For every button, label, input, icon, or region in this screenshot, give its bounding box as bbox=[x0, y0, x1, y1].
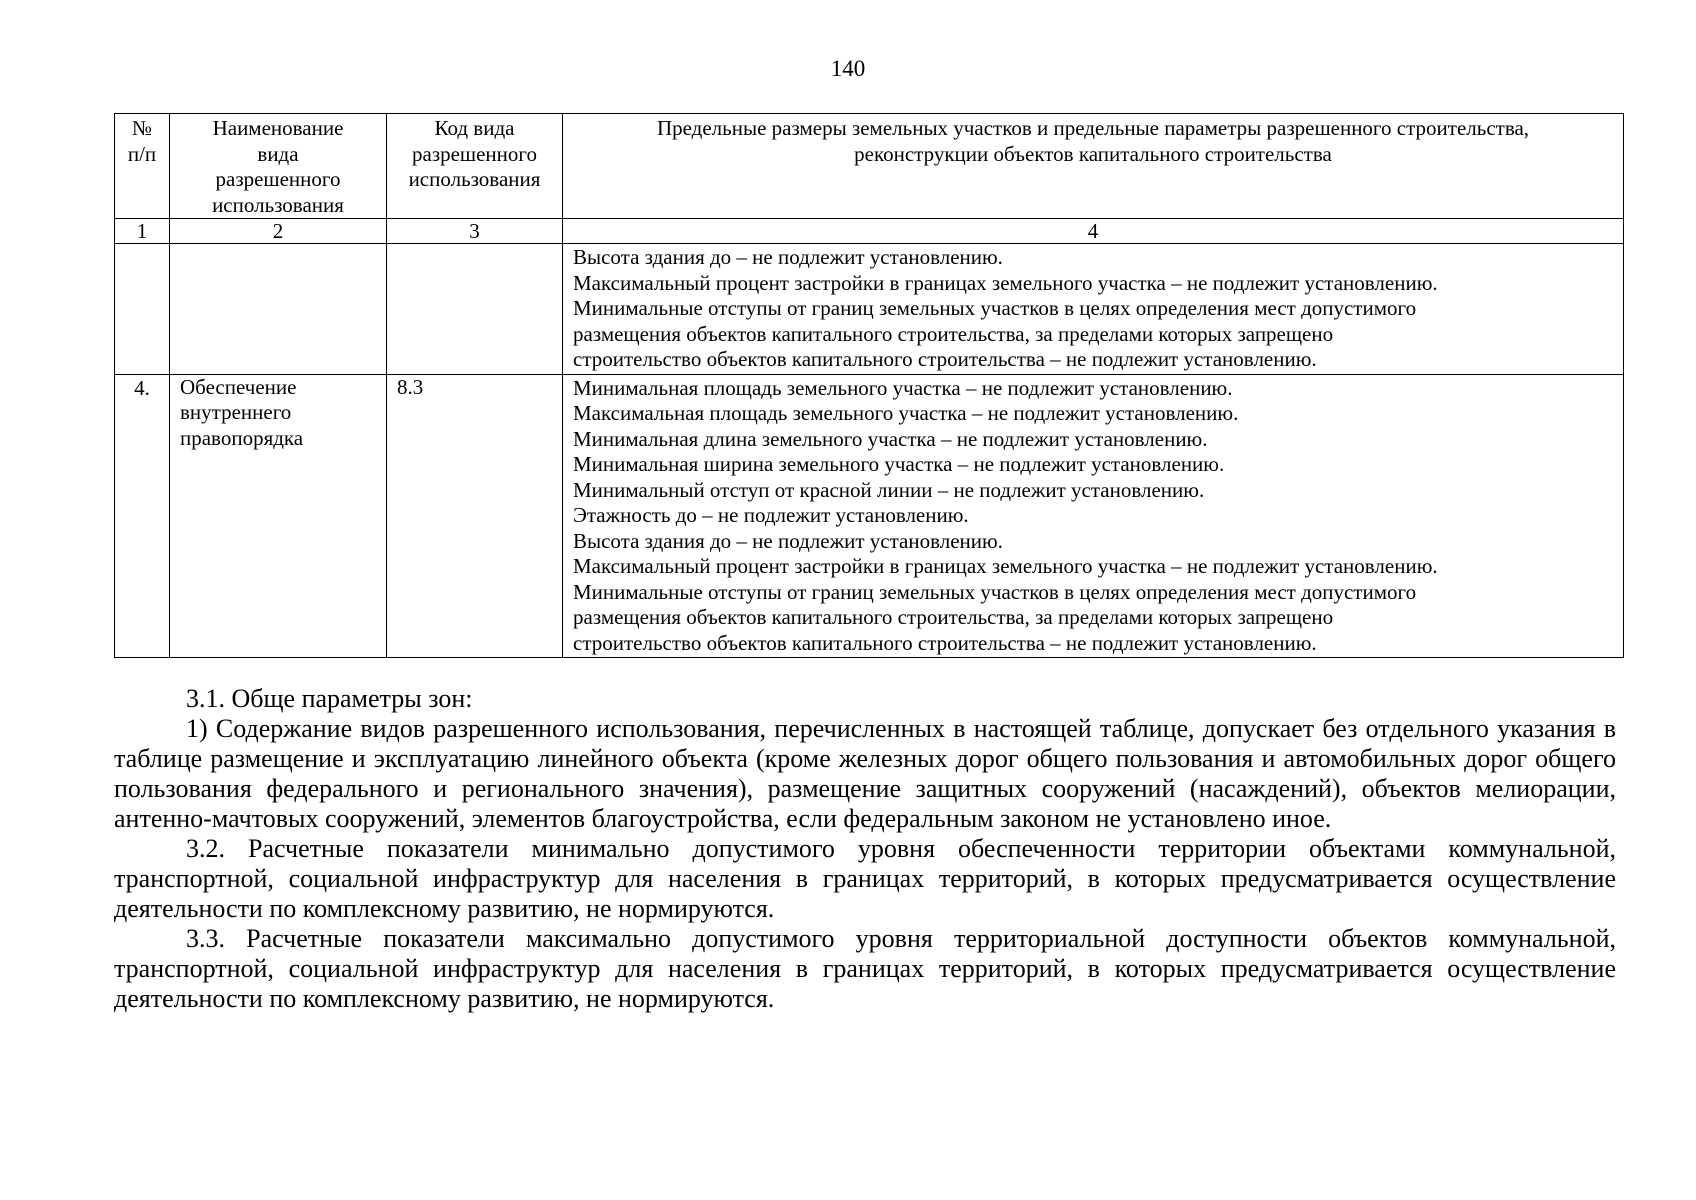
parameter-line: размещения объектов капитального строительства, за пределами которых запрещено bbox=[573, 321, 1334, 346]
row-number: 4. bbox=[115, 374, 170, 658]
header-line: п/п bbox=[127, 141, 157, 166]
row-number bbox=[115, 244, 170, 375]
header-line: Предельные размеры земельных участков и предельные параметры разрешенного строительства, bbox=[656, 116, 1530, 140]
header-line: реконструкции объектов капитального строительства bbox=[854, 141, 1332, 166]
parameter-line: Минимальная длина земельного участка – не подлежит установлению. bbox=[573, 426, 1208, 451]
header-line: Наименование bbox=[212, 116, 344, 140]
header-line: № bbox=[131, 116, 153, 140]
header-line: использования bbox=[408, 167, 541, 191]
table-row bbox=[115, 244, 1624, 375]
parameter-line: строительство объектов капитального строительства – не подлежит установлению. bbox=[573, 347, 1317, 371]
parameter-line: Минимальная ширина земельного участка – не подлежит установлению. bbox=[573, 452, 1225, 476]
row-use-code: 8.3 bbox=[387, 374, 563, 658]
parameter-line: Высота здания до – не подлежит установлению. bbox=[573, 245, 1003, 269]
header-number bbox=[115, 114, 170, 219]
parameter-line: Максимальный процент застройки в границах земельного участка – не подлежит установлению. bbox=[573, 270, 1438, 295]
header-use-name bbox=[170, 114, 387, 219]
row-use-name bbox=[170, 244, 387, 375]
header-line: Код вида bbox=[434, 116, 515, 140]
table-header-row bbox=[115, 114, 1624, 219]
parameter-line: размещения объектов капитального строительства, за пределами которых запрещено bbox=[573, 605, 1334, 629]
page-number: 140 bbox=[830, 56, 866, 81]
parameter-line: строительство объектов капитального строительства – не подлежит установлению. bbox=[573, 630, 1317, 655]
table-row bbox=[115, 374, 1624, 658]
parameter-line: Минимальный отступ от красной линии – не подлежит установлению. bbox=[573, 477, 1205, 502]
paragraph-3-2: 3.2. Расчетные показатели минимально допустимого уровня обеспеченности территории объектами коммунальной, транспортной, социальной инфраструктур для населения в границах территорий, в которых предусматривается осуществление деятельности по комплексному развитию, не нормируются. bbox=[114, 834, 1616, 923]
column-number: 2 bbox=[170, 219, 387, 244]
header-use-code bbox=[387, 114, 563, 219]
parameter-line: Высота здания до – не подлежит установлению. bbox=[573, 528, 1003, 553]
parameters-table bbox=[114, 113, 1624, 658]
row-use-name bbox=[170, 374, 387, 658]
header-line: использования bbox=[212, 192, 344, 217]
parameter-line: Минимальные отступы от границ земельных участков в целях определения мест допустимого bbox=[573, 579, 1417, 604]
parameter-line: Максимальная площадь земельного участка – не подлежит установлению. bbox=[573, 401, 1239, 425]
row-use-code bbox=[387, 244, 563, 375]
header-parameters bbox=[563, 114, 1624, 219]
parameter-line: Минимальная площадь земельного участка – не подлежит установлению. bbox=[573, 375, 1233, 400]
paragraph-3-3: 3.3. Расчетные показатели максимально допустимого уровня территориальной доступности объектов коммунальной, транспортной, социальной инфраструктур для населения в границах территорий, в которых предусматривается осуществление деятельности по комплексному развитию, не нормируются. bbox=[114, 924, 1616, 1013]
column-number-row bbox=[115, 219, 1624, 244]
row-parameters bbox=[563, 374, 1624, 658]
header-line: вида bbox=[257, 141, 299, 166]
header-line: разрешенного bbox=[215, 167, 341, 191]
use-name-line: внутреннего bbox=[180, 400, 292, 424]
column-number: 4 bbox=[563, 219, 1624, 244]
header-line: разрешенного bbox=[412, 141, 537, 166]
parameter-line: Максимальный процент застройки в границах земельного участка – не подлежит установлению. bbox=[573, 554, 1438, 578]
parameter-line: Этажность до – не подлежит установлению. bbox=[573, 503, 969, 527]
use-name-line: правопорядка bbox=[180, 425, 304, 450]
column-number: 1 bbox=[115, 219, 170, 244]
row-parameters bbox=[563, 244, 1624, 375]
column-number: 3 bbox=[387, 219, 563, 244]
use-name-line: Обеспечение bbox=[180, 374, 297, 399]
body-text bbox=[114, 684, 1616, 1014]
paragraph-3-1: 3.1. Обще параметры зон: bbox=[186, 684, 473, 713]
paragraph-3-1-item-1: 1) Содержание видов разрешенного использования, перечисленных в настоящей таблице, допускает без отдельного указания в таблице размещение и эксплуатацию линейного объекта (кроме железных дорог общего пользования и автомобильных дорог общего пользования федерального и регионального значения), размещение защитных сооружений (насаждений), объектов мелиорации, антенно-мачтовых сооружений, элементов благоустройства, если федеральным законом не установлено иное. bbox=[114, 714, 1616, 833]
parameter-line: Минимальные отступы от границ земельных участков в целях определения мест допустимого bbox=[573, 296, 1417, 320]
